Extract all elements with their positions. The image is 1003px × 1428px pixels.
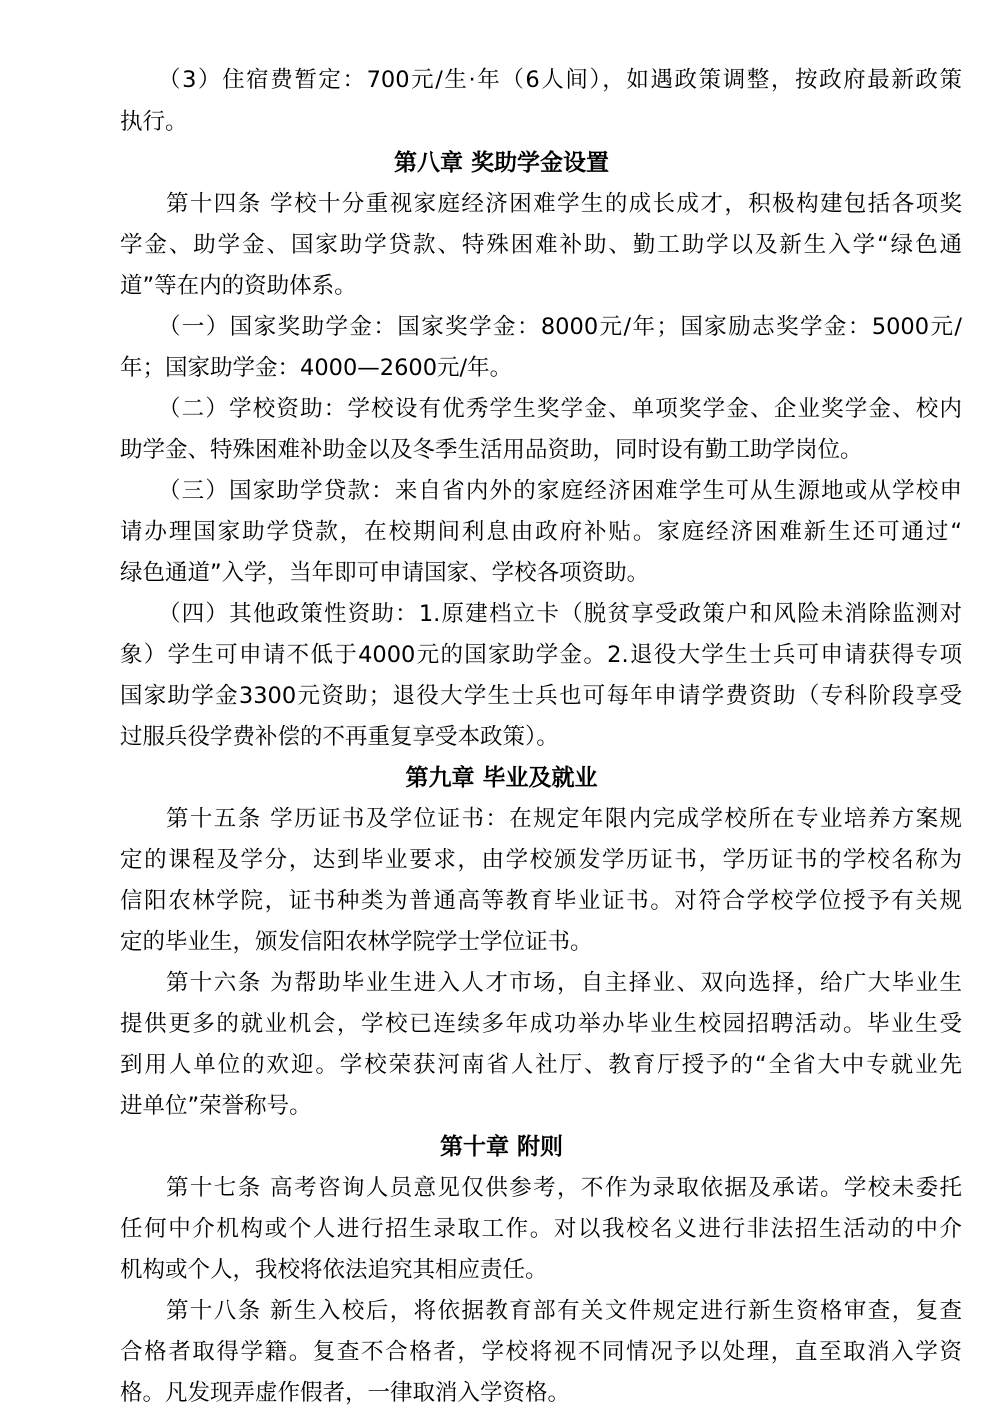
- paragraph-line: 年；国家助学金：4000—2600元/年。: [120, 355, 513, 381]
- paragraph-line: 学金、助学金、国家助学贷款、特殊困难补助、勤工助学以及新生入学“绿色通: [120, 232, 962, 258]
- paragraph-line: 过服兵役学费补偿的不再重复享受本政策）。: [120, 724, 559, 750]
- paragraph-line: 第十六条 为帮助毕业生进入人才市场，自主择业、双向选择，给广大毕业生: [166, 970, 962, 996]
- paragraph-line: 国家助学金3300元资助；退役大学生士兵也可每年申请学费资助（专科阶段享受: [120, 683, 962, 709]
- paragraph-line: 定的毕业生，颁发信阳农林学院学士学位证书。: [120, 929, 593, 955]
- chapter-heading: 第九章 毕业及就业: [405, 765, 598, 791]
- paragraph-line: 道”等在内的资助体系。: [120, 273, 357, 299]
- paragraph-line: （3）住宿费暂定：700元/生·年（6人间），如遇政策调整，按政府最新政策: [158, 67, 962, 93]
- paragraph-line: 象）学生可申请不低于4000元的国家助学金。2.退役大学生士兵可申请获得专项: [120, 642, 962, 668]
- paragraph-line: 助学金、特殊困难补助金以及冬季生活用品资助，同时设有勤工助学岗位。: [120, 437, 863, 463]
- paragraph-line: 第十五条 学历证书及学位证书：在规定年限内完成学校所在专业培养方案规: [166, 806, 962, 832]
- paragraph-line: 格。凡发现弄虚作假者，一律取消入学资格。: [120, 1380, 571, 1406]
- paragraph-line: 到用人单位的欢迎。学校荣获河南省人社厅、教育厅授予的“全省大中专就业先: [120, 1052, 962, 1078]
- paragraph-line: 第十八条 新生入校后，将依据教育部有关文件规定进行新生资格审查，复查: [166, 1298, 962, 1324]
- paragraph-line: （一）国家奖助学金：国家奖学金：8000元/年；国家励志奖学金：5000元/: [158, 314, 962, 340]
- paragraph-line: 第十四条 学校十分重视家庭经济困难学生的成长成才，积极构建包括各项奖: [166, 191, 962, 217]
- chapter-heading: 第八章 奖助学金设置: [393, 150, 609, 176]
- paragraph-line: 任何中介机构或个人进行招生录取工作。对以我校名义进行非法招生活动的中介: [120, 1216, 962, 1242]
- paragraph-line: （四）其他政策性资助：1.原建档立卡（脱贫享受政策户和风险未消除监测对: [158, 601, 962, 627]
- paragraph-line: 请办理国家助学贷款，在校期间利息由政府补贴。家庭经济困难新生还可通过“: [120, 519, 962, 545]
- paragraph-line: 执行。: [120, 109, 188, 135]
- paragraph-line: 进单位”荣誉称号。: [120, 1093, 312, 1119]
- paragraph-line: （二）学校资助：学校设有优秀学生奖学金、单项奖学金、企业奖学金、校内: [158, 396, 962, 422]
- chapter-heading: 第十章 附则: [439, 1134, 563, 1160]
- paragraph-line: 信阳农林学院，证书种类为普通高等教育毕业证书。对符合学校学位授予有关规: [120, 888, 962, 914]
- paragraph-line: 机构或个人，我校将依法追究其相应责任。: [120, 1257, 548, 1283]
- paragraph-line: 合格者取得学籍。复查不合格者，学校将视不同情况予以处理，直至取消入学资: [120, 1339, 962, 1365]
- paragraph-line: 定的课程及学分，达到毕业要求，由学校颁发学历证书，学历证书的学校名称为: [120, 847, 962, 873]
- paragraph-line: 提供更多的就业机会，学校已连续多年成功举办毕业生校园招聘活动。毕业生受: [120, 1011, 962, 1037]
- paragraph-line: 第十七条 高考咨询人员意见仅供参考，不作为录取依据及承诺。学校未委托: [166, 1175, 962, 1201]
- paragraph-line: （三）国家助学贷款：来自省内外的家庭经济困难学生可从生源地或从学校申: [158, 478, 962, 504]
- paragraph-line: 绿色通道”入学，当年即可申请国家、学校各项资助。: [120, 560, 650, 586]
